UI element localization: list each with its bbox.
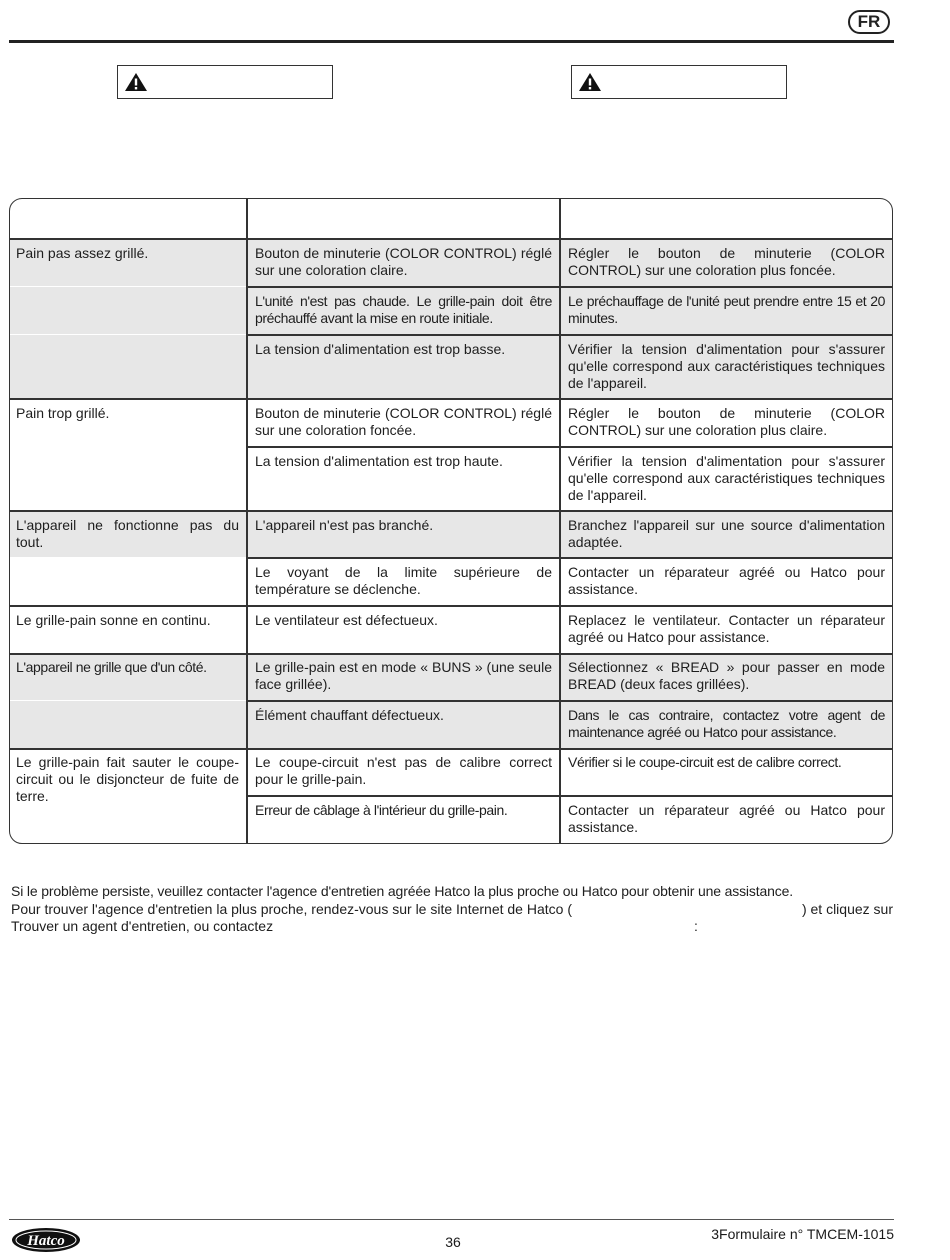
problem-cell: L'appareil ne fonctionne pas du tout. (16, 517, 239, 550)
footer-note-line3-start: Trouver un agent d'entretien, ou contactez (11, 918, 274, 934)
row-divider (10, 605, 892, 607)
solution-cell: Contacter un réparateur agréé ou Hatco pour assistance. (568, 802, 885, 835)
row-divider (10, 398, 892, 400)
row-divider (10, 748, 892, 750)
cause-cell: La tension d'alimentation est trop haute. (255, 453, 503, 469)
cause-cell: Le coupe-circuit n'est pas de calibre correct pour le grille-pain. (255, 754, 552, 787)
row-divider (10, 653, 892, 655)
cause-cell: Élément chauffant défectueux. (255, 707, 444, 723)
footer-note-line2-end: ) et cliquez sur (801, 901, 893, 917)
cause-cell: Erreur de câblage à l'intérieur du grille-pain. (255, 802, 508, 818)
column-divider (559, 199, 561, 843)
warning-box-left (117, 65, 333, 99)
row-divider (10, 238, 892, 240)
solution-cell: Branchez l'appareil sur une source d'alimentation adaptée. (568, 517, 885, 550)
cause-cell: Le voyant de la limite supérieure de température se déclenche. (255, 564, 552, 597)
solution-cell: Dans le cas contraire, contactez votre agent de maintenance agréé ou Hatco pour assistance. (568, 707, 885, 740)
table-header-cause (248, 199, 559, 239)
column-divider (246, 199, 248, 843)
solution-cell: Vérifier la tension d'alimentation pour s'assurer qu'elle correspond aux caractéristiques techniques de l'appareil. (568, 341, 885, 391)
row-divider (247, 700, 892, 702)
row-divider (247, 557, 892, 559)
row-divider (247, 286, 892, 288)
cause-cell: Le grille-pain est en mode « BUNS » (une seule face grillée). (255, 659, 552, 692)
header-rule (9, 40, 894, 43)
table-header-problem (10, 199, 247, 239)
row-divider (247, 334, 892, 336)
warning-triangle-icon (124, 72, 148, 92)
cause-cell: Bouton de minuterie (COLOR CONTROL) réglé sur une coloration claire. (255, 245, 552, 278)
table-header-solution (561, 199, 892, 239)
solution-cell: Vérifier la tension d'alimentation pour s'assurer qu'elle correspond aux caractéristiques techniques de l'appareil. (568, 453, 885, 503)
problem-cell: Le grille-pain fait sauter le coupe-circuit ou le disjoncteur de fuite de terre. (16, 754, 239, 804)
solution-cell: Sélectionnez « BREAD » pour passer en mode BREAD (deux faces grillées). (568, 659, 885, 692)
problem-cell: L'appareil ne grille que d'un côté. (16, 659, 207, 675)
page-number: 36 (445, 1234, 461, 1250)
form-number: 3Formulaire n° TMCEM-1015 (711, 1226, 894, 1242)
warning-triangle-icon (578, 72, 602, 92)
row-divider (247, 446, 892, 448)
footer-note-line2 (11, 901, 893, 918)
footer-note-line2-start: Pour trouver l'agence d'entretien la plus proche, rendez-vous sur le site Internet de Hatco ( (11, 901, 572, 917)
solution-cell: Régler le bouton de minuterie (COLOR CONTROL) sur une coloration plus foncée. (568, 245, 885, 278)
language-badge: FR (848, 10, 890, 34)
footer-note-line3 (11, 918, 893, 935)
problem-cell: Pain pas assez grillé. (16, 245, 149, 261)
solution-cell: Vérifier si le coupe-circuit est de calibre correct. (568, 754, 842, 770)
cause-cell: L'unité n'est pas chaude. Le grille-pain doit être préchauffé avant la mise en route initiale. (255, 293, 552, 326)
cause-cell: La tension d'alimentation est trop basse. (255, 341, 506, 357)
troubleshooting-table (9, 198, 893, 844)
footer-note-line3-end: : (694, 918, 698, 934)
row-divider (10, 510, 892, 512)
hatco-logo (11, 1227, 81, 1253)
cause-cell: Le ventilateur est défectueux. (255, 612, 438, 628)
footer-rule (9, 1219, 894, 1220)
problem-cell: Le grille-pain sonne en continu. (16, 612, 211, 628)
solution-cell: Régler le bouton de minuterie (COLOR CONTROL) sur une coloration plus claire. (568, 405, 885, 438)
problem-cell: Pain trop grillé. (16, 405, 110, 421)
footer-note-line1: Si le problème persiste, veuillez contacter l'agence d'entretien agréée Hatco la plus proche ou Hatco pour obtenir une assistance. (11, 883, 793, 899)
cause-cell: L'appareil n'est pas branché. (255, 517, 434, 533)
solution-cell: Contacter un réparateur agréé ou Hatco pour assistance. (568, 564, 885, 597)
solution-cell: Replacez le ventilateur. Contacter un réparateur agréé ou Hatco pour assistance. (568, 612, 885, 645)
row-divider (247, 795, 892, 797)
cause-cell: Bouton de minuterie (COLOR CONTROL) réglé sur une coloration foncée. (255, 405, 552, 438)
solution-cell: Le préchauffage de l'unité peut prendre entre 15 et 20 minutes. (568, 293, 885, 326)
logo-text: Hatco (27, 1233, 65, 1249)
warning-box-right (571, 65, 787, 99)
